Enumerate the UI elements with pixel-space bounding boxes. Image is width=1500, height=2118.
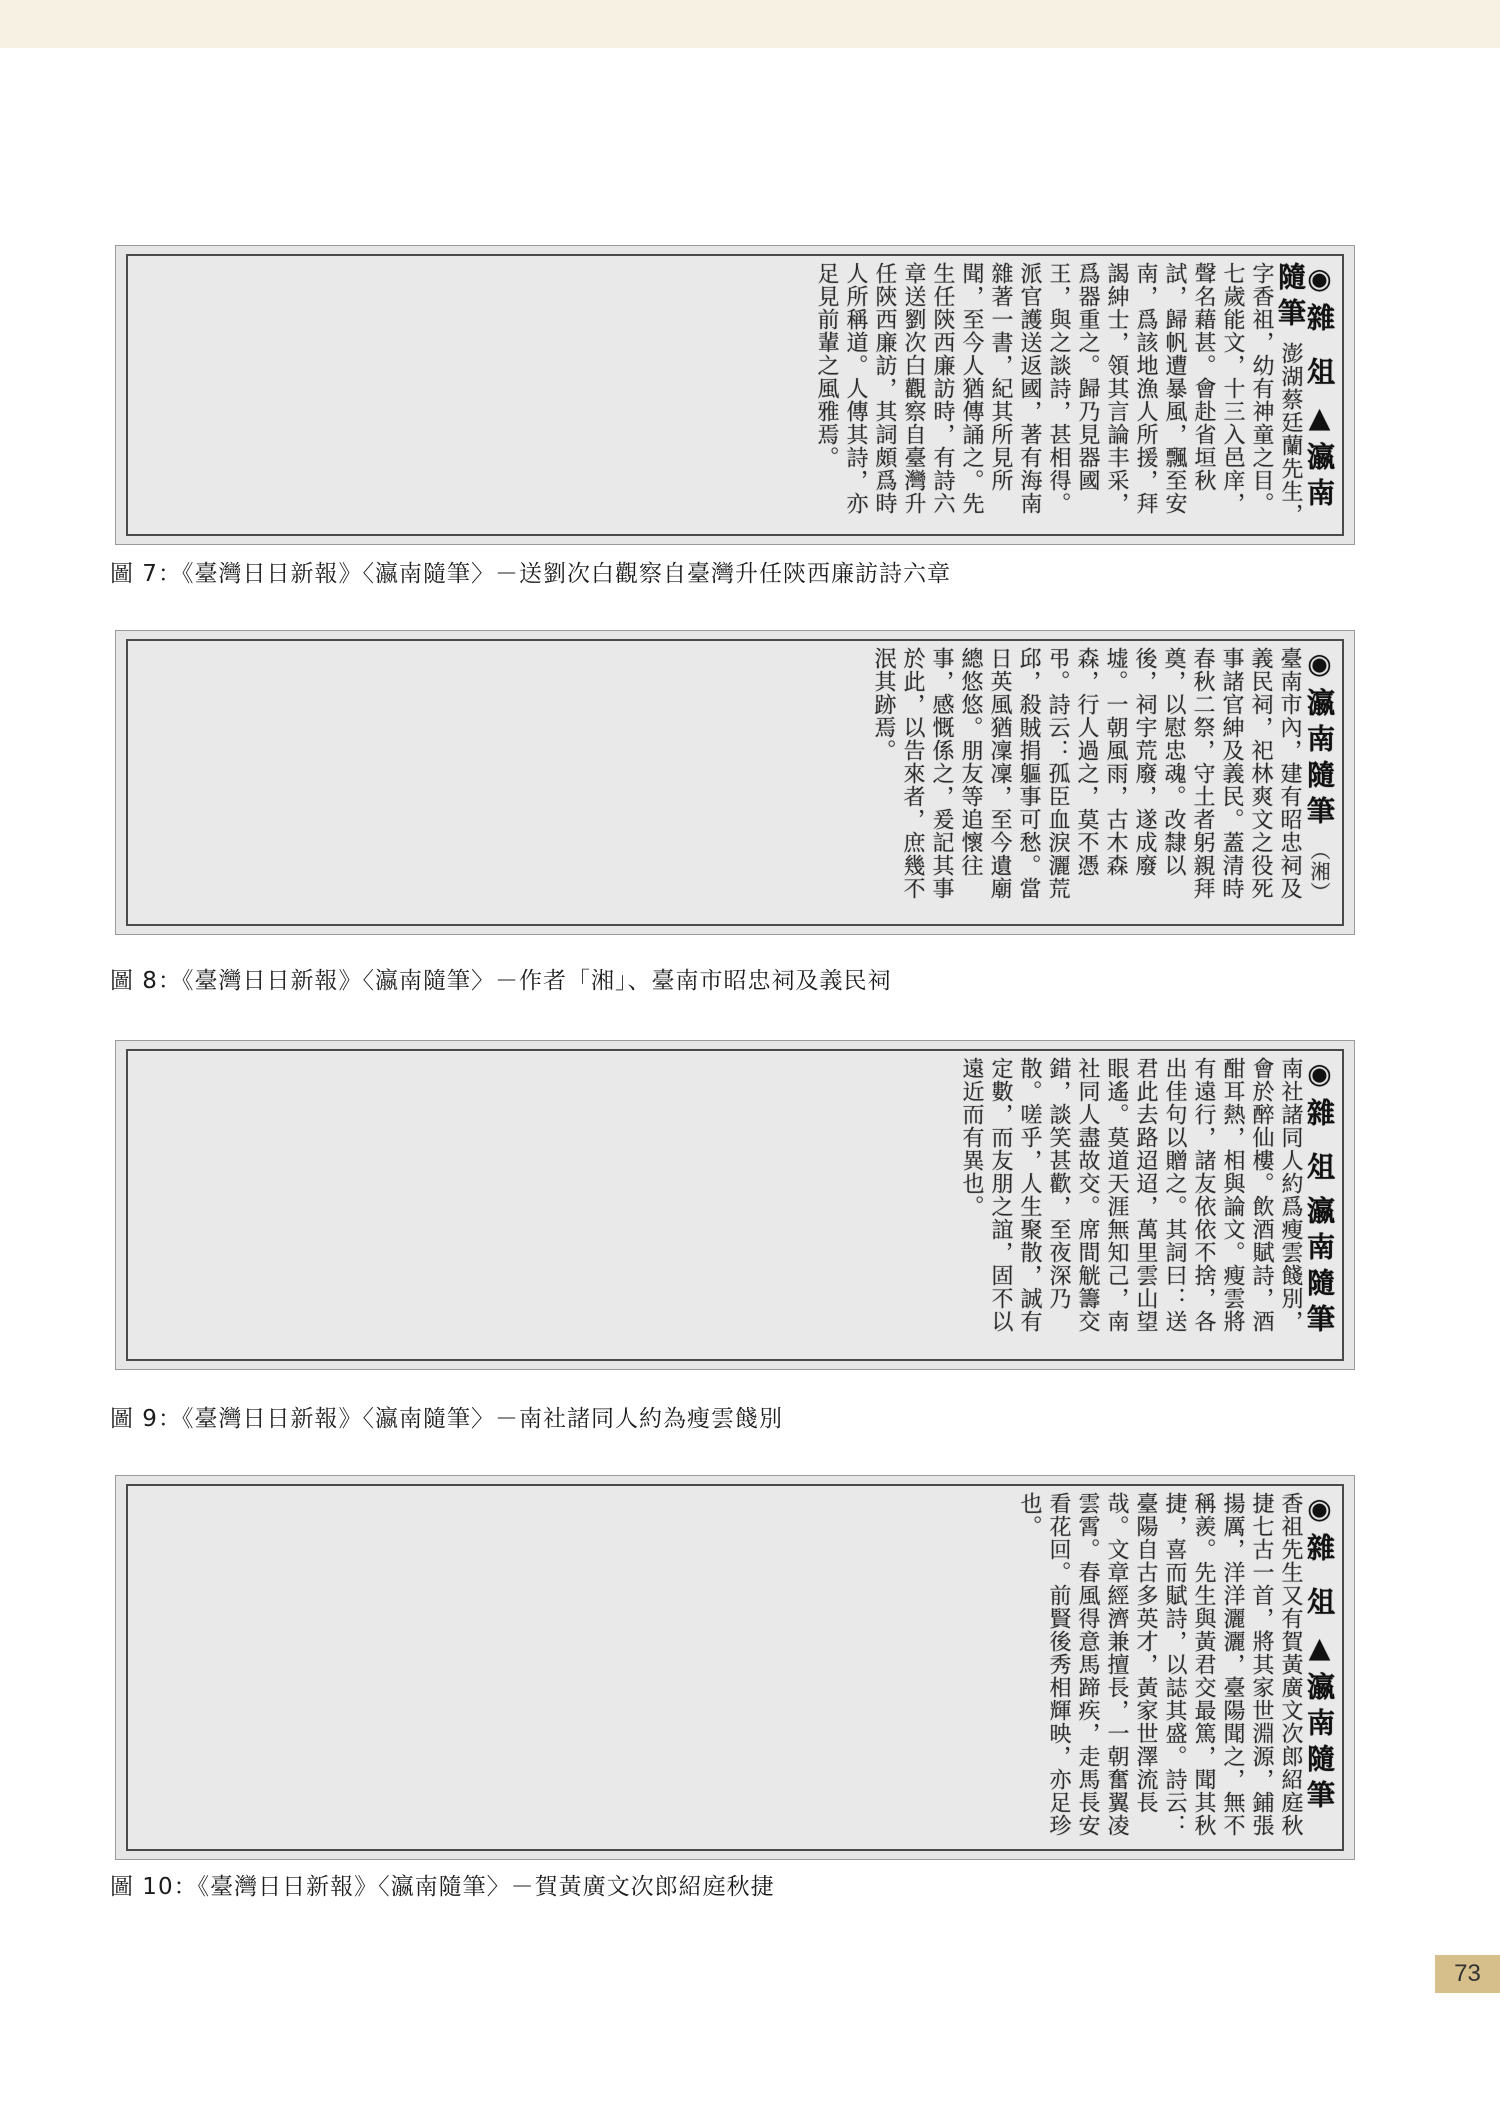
column-header: ◉雜 俎 <box>1303 262 1336 393</box>
column-header: ◉瀛南隨筆 <box>1303 647 1336 832</box>
newspaper-clipping-fig9 <box>115 1040 1355 1370</box>
clipping-border <box>126 254 1344 536</box>
clipping-text-columns <box>128 1051 1342 1359</box>
page-number: 73 <box>1435 1955 1500 1993</box>
column-header: ◉雜 俎 <box>1303 1057 1336 1188</box>
column-title: ▲瀛南隨筆 <box>1274 262 1336 514</box>
column-title: ▲瀛南隨筆 <box>1303 1630 1336 1816</box>
figure-caption-9: 圖 9：《臺灣日日新報》〈瀛南隨筆〉－南社諸同人約為瘦雲餞別 <box>110 1406 783 1432</box>
figure-caption-10: 圖 10：《臺灣日日新報》〈瀛南隨筆〉－賀黃廣文次郎紹庭秋捷 <box>110 1874 775 1900</box>
author-subtitle: （湘） <box>1307 840 1331 903</box>
clipping-border <box>126 1484 1344 1851</box>
column-header: ◉雜 俎 <box>1303 1492 1336 1623</box>
newspaper-clipping-fig7 <box>115 245 1355 545</box>
page-header-band <box>0 0 1500 48</box>
clipping-body-text: 澎湖蔡廷蘭先生，字香祖，幼有神童之目。七歲能文，十三入邑庠，聲名藉甚。會赴省垣秋試，歸帆遭暴風，飄至安南，爲該地漁人所援，拜謁紳士，領其言論丰采，爲器重之。歸乃見器國王，與之談詩，甚相得。派官護送返國，著有海南雜著一書，紀其所見所聞，至今人猶傳誦之。先生任陝西廉訪時，有詩六章送劉次白觀察自臺灣升任陝西廉訪，其詞頗爲時人所稱道。人傳其詩，亦足見前輩之風雅焉。 <box>814 262 1303 526</box>
clipping-text-columns <box>128 641 1342 924</box>
clipping-body-text: 香祖先生又有賀黃廣文次郎紹庭秋捷七古一首，將其家世淵源，鋪張揚厲，洋洋灑灑，臺陽聞之，無不稱羨。先生與黃君交最篤，聞其秋捷，喜而賦詩，以誌其盛。詩云：臺陽自古多英才，黃家世澤流長哉。文章經濟兼擅長，一朝奮翼凌雲霄。春風得意馬蹄疾，走馬長安看花回。前賢後秀相輝映，亦足珍也。 <box>1017 1492 1303 1837</box>
column-title: 瀛南隨筆 <box>1303 1195 1336 1340</box>
figure-caption-8: 圖 8：《臺灣日日新報》〈瀛南隨筆〉－作者「湘」、臺南市昭忠祠及義民祠 <box>110 968 892 994</box>
clipping-body-text: 臺南市內，建有昭忠祠及義民祠，祀林爽文之役死事諸官紳及義民。蓋清時春秋二祭，守土者躬親拜奠，以慰忠魂。改隸以後，祠宇荒廢，遂成廢墟。一朝風雨，古木森森，行人過之，莫不憑弔。詩云：孤臣血淚灑荒邱，殺賊捐軀事可愁。當日英風猶凜凜，至今遺廟總悠悠。朋友等追懷往事，感慨係之，爰記其事於此，以告來者，庶幾不泯其跡焉。 <box>871 647 1302 900</box>
clipping-body-text: 南社諸同人約爲瘦雲餞別，會於醉仙樓。飲酒賦詩，酒酣耳熱，相與論文。瘦雲將有遠行，諸友依依不捨，各出佳句以贈之。其詞曰：送君此去路迢迢，萬里雲山望眼遙。莫道天涯無知己，南社同人盡故交。席間觥籌交錯，談笑甚歡，至夜深乃散。嗟乎，人生聚散，誠有定數，而友朋之誼，固不以遠近而有異也。 <box>959 1057 1303 1333</box>
newspaper-clipping-fig10 <box>115 1475 1355 1860</box>
clipping-border <box>126 1049 1344 1361</box>
clipping-text-columns <box>128 1486 1342 1849</box>
newspaper-clipping-fig8 <box>115 630 1355 935</box>
figure-caption-7: 圖 7：《臺灣日日新報》〈瀛南隨筆〉－送劉次白觀察自臺灣升任陝西廉訪詩六章 <box>110 561 951 587</box>
clipping-border <box>126 639 1344 926</box>
clipping-text-columns <box>128 256 1342 534</box>
